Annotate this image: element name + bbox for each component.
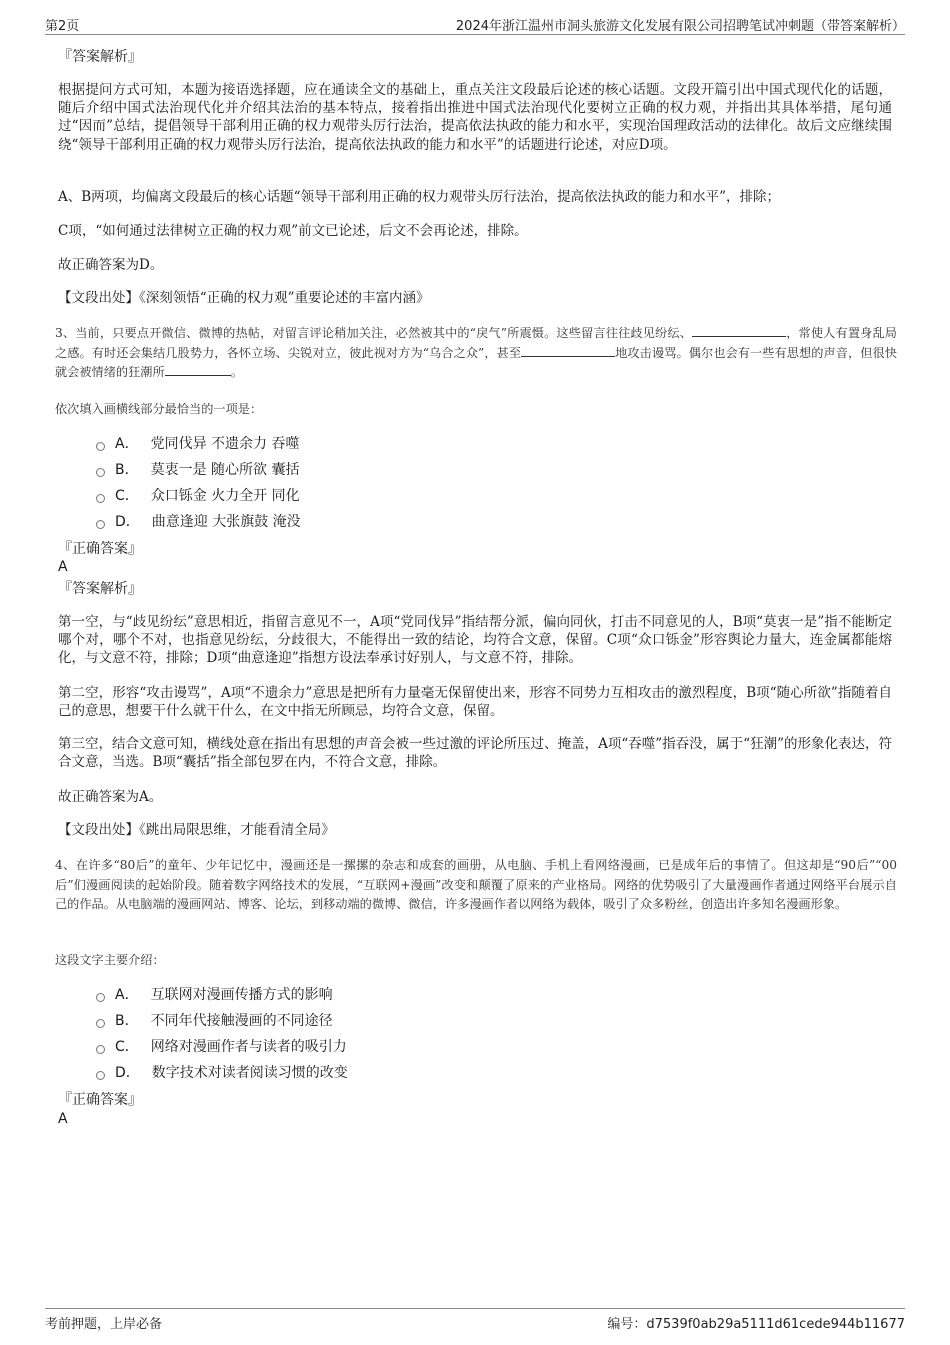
q3-stem-text: 。 [230,365,243,379]
option-key: D． [115,1065,140,1081]
q3-analysis-paragraph: 第三空，结合文意可知，横线处意在指出有思想的声音会被一些过激的评论所压过、掩盖，A项“吞噬”指吞没，属于“狂潮”的形象化表达，符合文意，当选。B项“囊括”指全部包罗在内，不符合文意，排除。 [58,736,892,771]
q4-stem: 4、在许多“80后”的童年、少年记忆中，漫画还是一摞摞的杂志和成套的画册，从电脑、手机上看网络漫画，已是成年后的事情了。但这却是“90后”“00后”们漫画阅读的起始阶段。随着数字网络技术的发展，“互联网+漫画”改变和颠覆了原来的产业格局。网络的优势吸引了大量漫画作者通过网络平台展示自己的作品。从电脑端的漫画网站、博客、论坛，到移动端的微博、微信，许多漫画作者以网络为载体，吸引了众多粉丝，创造出许多知名漫画形象。 [55,858,897,911]
q3-analysis-paragraph: 第一空，与“歧见纷纭”意思相近，指留言意见不一，A项“党同伐异”指结帮分派，偏向同伙，打击不同意见的人，B项“莫衷一是”指不能断定哪个对，哪个不对，也指意见纷纭，分歧很大，不能得出一致的结论，均符合文意，保留。C项“众口铄金”形容舆论力量大，连金属都能熔化，与文意不符，排除；D项“曲意逢迎”指想方设法奉承讨好别人，与文意不符，排除。 [58,614,892,667]
option-text: 数字技术对读者阅读习惯的改变 [151,1065,348,1081]
radio-icon[interactable] [96,1071,105,1080]
radio-icon[interactable] [96,1045,105,1054]
q3-correct-answer: A [58,559,68,575]
radio-icon[interactable] [96,442,105,451]
radio-icon[interactable] [96,468,105,477]
q3-option-b[interactable] [96,460,300,480]
radio-icon[interactable] [96,993,105,1002]
q3-blank-2 [521,344,615,357]
option-key: C． [115,1039,139,1055]
q4-correct-label: 『正确答案』 [58,1092,142,1108]
q4-prompt: 这段文字主要介绍： [55,953,165,967]
document-title: 2024年浙江温州市洞头旅游文化发展有限公司招聘笔试冲刺题（带答案解析） [455,19,905,34]
q3-option-a[interactable] [96,434,299,454]
q2-source: 【文段出处】《深刻领悟“正确的权力观”重要论述的丰富内涵》 [58,290,430,306]
page-number: 第2页 [45,19,80,34]
option-key: A． [115,436,139,452]
q2-analysis-label: 『答案解析』 [58,49,142,65]
q3-prompt: 依次填入画横线部分最恰当的一项是： [55,402,263,416]
option-text: 众口铄金 火力全开 同化 [150,488,300,504]
option-text: 不同年代接触漫画的不同途径 [150,1013,333,1029]
option-text: 互联网对漫画传播方式的影响 [150,987,333,1003]
q3-blank-1 [692,324,786,337]
radio-icon[interactable] [96,494,105,503]
q3-stem-text: ，常使人有置身乱局之感。有时还会集结几股势力，各怀立场、尖锐对立，彼此视对方为“乌合之众”，甚至 [55,326,897,360]
option-key: D． [115,514,140,530]
q3-correct-label: 『正确答案』 [58,541,142,557]
option-text: 曲意逢迎 大张旗鼓 淹没 [151,514,301,530]
page-footer [45,1308,905,1331]
q4-option-d[interactable] [96,1063,348,1083]
q4-option-b[interactable] [96,1011,333,1031]
document-code: 编号：d7539f0ab29a5111d61cede944b11677 [607,1317,905,1332]
option-key: A． [115,987,139,1003]
option-key: B． [115,1013,139,1029]
footer-slogan: 考前押题，上岸必备 [45,1317,163,1332]
option-text: 莫衷一是 随心所欲 囊括 [150,462,300,478]
q3-option-d[interactable] [96,512,301,532]
q4-correct-answer: A [58,1111,68,1127]
q4-option-a[interactable] [96,985,333,1005]
option-text: 党同伐异 不遗余力 吞噬 [150,436,300,452]
q3-option-c[interactable] [96,486,300,506]
option-key: B． [115,462,139,478]
q2-analysis-paragraph: C项，“如何通过法律树立正确的权力观”前文已论述，后文不会再论述，排除。 [58,223,528,239]
q3-blank-3 [165,363,231,376]
radio-icon[interactable] [96,1019,105,1028]
q3-analysis-label: 『答案解析』 [58,581,142,597]
option-text: 网络对漫画作者与读者的吸引力 [150,1039,347,1055]
option-key: C． [115,488,139,504]
q3-stem-text: 地攻击谩骂。偶尔也会有一些有思想的声音，但很快就会被情绪的狂潮所 [55,345,897,379]
q3-source: 【文段出处】《跳出局限思维，才能看清全局》 [58,822,335,838]
q2-analysis-conclusion: 故正确答案为D。 [58,257,164,273]
q4-option-c[interactable] [96,1037,347,1057]
q3-stem-text: 3、当前，只要点开微信、微博的热帖，对留言评论稍加关注，必然被其中的“戾气”所震慑。这些留言往往歧见纷纭、 [55,326,693,340]
q3-stem [55,324,897,383]
q2-analysis-paragraph: A、B两项，均偏离文段最后的核心话题“领导干部利用正确的权力观带头厉行法治，提高依法执政的能力和水平”，排除； [58,189,780,205]
page-header [45,14,905,35]
q2-analysis-paragraph: 根据提问方式可知，本题为接语选择题，应在通读全文的基础上，重点关注文段最后论述的核心话题。文段开篇引出中国式现代化的话题，随后介绍中国式法治现代化并介绍其法治的基本特点，接着指出推进中国式法治现代化要树立正确的权力观，并指出其具体举措，尾句通过“因而”总结，提倡领导干部利用正确的权力观带头厉行法治，提高依法执政的能力和水平，实现治国理政活动的法律化。故后文应继续围绕“领导干部利用正确的权力观带头厉行法治，提高依法执政的能力和水平”的话题进行论述，对应D项。 [58,82,892,153]
radio-icon[interactable] [96,520,105,529]
q3-analysis-conclusion: 故正确答案为A。 [58,789,163,805]
q3-analysis-paragraph: 第二空，形容“攻击谩骂”，A项“不遗余力”意思是把所有力量毫无保留使出来，形容不同势力互相攻击的激烈程度，B项“随心所欲”指随着自己的意思，想要干什么就干什么，在文中指无所顾忌，均符合文意，保留。 [58,685,892,720]
